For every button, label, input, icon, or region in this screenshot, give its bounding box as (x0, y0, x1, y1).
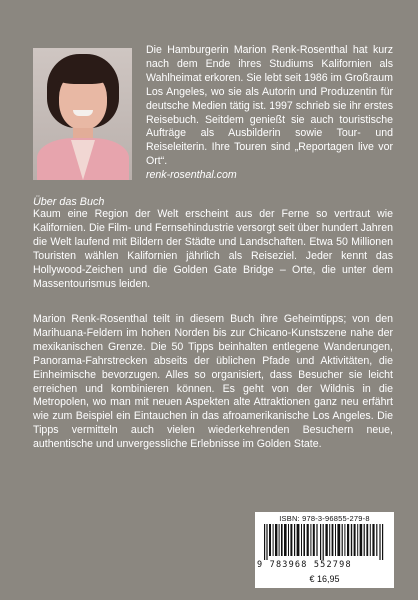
author-photo (33, 48, 132, 180)
barcode-digits: 9 783968 552798 (257, 560, 352, 570)
isbn-barcode-box (255, 512, 394, 588)
author-bio (146, 44, 393, 183)
about-paragraph-1: Kaum eine Region der Welt erscheint aus der Ferne so vertraut wie Kalifornien. Die Film- und Fernsehindustrie versorgt seit über hundert Jahren die Welt laufend mit Bildern der Städte und Landschaften. Etwa 50 Millionen Touristen wählen Kalifornien jährlich als Reiseziel. Jeder kennt das Hollywood-Zeichen und die Golden Gate Bridge – Orte, die unter dem Massentourismus leiden. (33, 208, 393, 290)
about-book-heading: Über das Buch (33, 196, 105, 208)
price-label: € 16,95 (309, 574, 340, 584)
barcode-icon (264, 524, 386, 560)
author-website: renk-rosenthal.com (146, 169, 237, 182)
about-paragraph-2: Marion Renk-Rosenthal teilt in diesem Buch ihre Geheimtipps; von den Marihuana-Feldern im hohen Norden bis zur Chicano-Kunstszene nahe der mexikanischen Grenze. Die 50 Tipps beinhalten entlegene Wanderungen, Panorama-Fahrstrecken abseits der üblichen Pfade und Aktivitäten, die Einheimische bevorzugen. Alles so organisiert, dass Besucher sie leicht erreichen und kombinieren können. Es geht von der Wildnis in die Metropolen, wo man mit neuen Aspekten alte Attraktionen ganz neu erfährt wie zum Beispiel ein Eintauchen in das afroamerikanische Los Angeles. Die Tipps vermitteln auch vielen wiederkehrenden Besuchern neue, authentische und unvergessliche Erlebnisse im Golden State. (33, 313, 393, 451)
isbn-label: ISBN: 978-3-96855-279-8 (279, 514, 370, 523)
author-bio-text: Die Hamburgerin Marion Renk-Rosenthal hat kurz nach dem Ende ihres Studiums Kalifornien als Wahlheimat erkoren. Sie lebt seit 1986 im Großraum Los Angeles, wo sie als Autorin und Produzentin für deutsche Medien tätig ist. 1997 schrieb sie ihr erstes Reisebuch. Seitdem genießt sie auch touristische Aufträge als Ausbilderin sowie Tour- und Reiseleiterin. Ihre Touren sind „Reportagen live vor Ort“. (146, 44, 393, 168)
